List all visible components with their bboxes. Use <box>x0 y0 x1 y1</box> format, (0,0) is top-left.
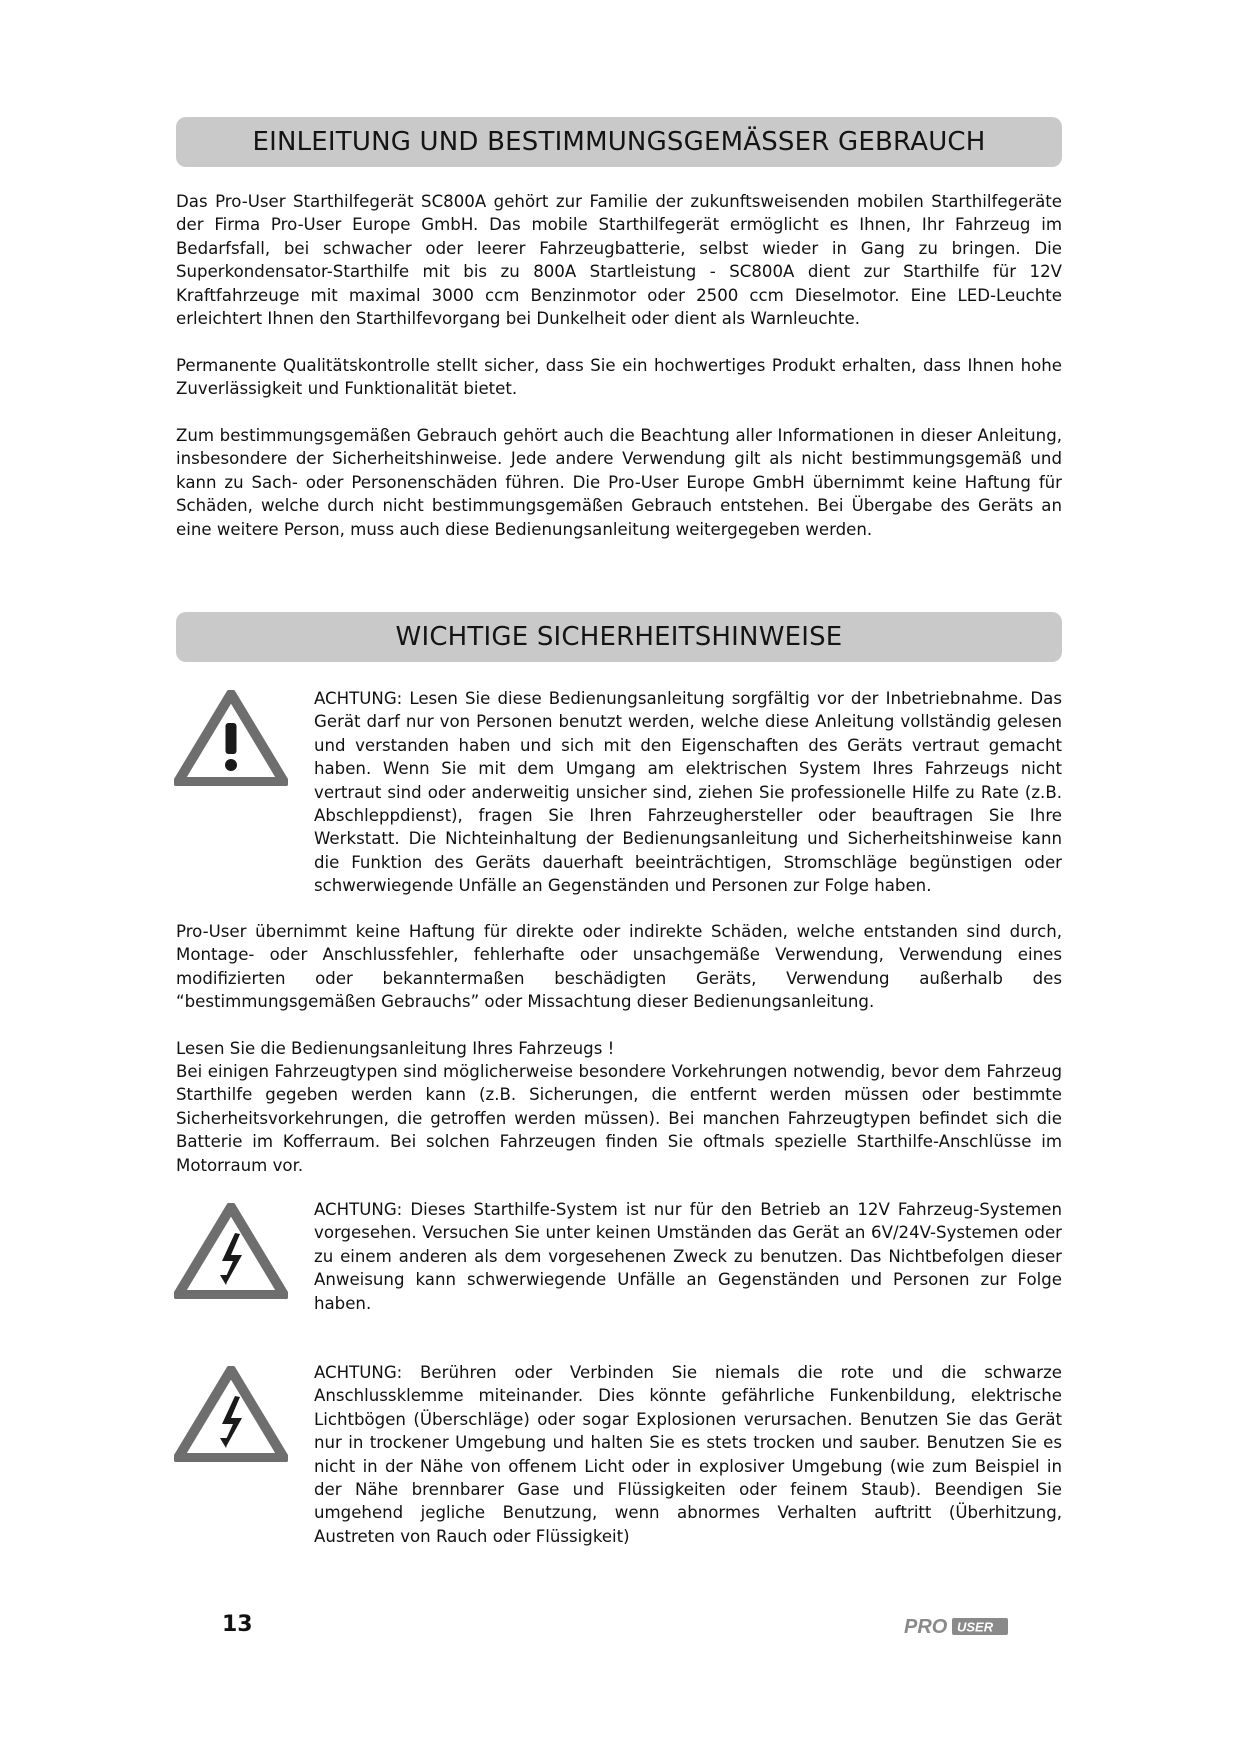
intended-use-paragraph: Zum bestimmungsgemäßen Gebrauch gehört auch die Beachtung aller Informationen in dieser Anleitung, insbesondere der Sicherheitshinweise. Jede andere Verwendung gilt als nicht bestimmungsgemäß und kann zu Sach- oder Personenschäden führen. Die Pro-User Europe GmbH übernimmt keine Haftung für Schäden, welche durch nicht bestimmungsgemäßen Gebrauch entstehen. Bei Übergabe des Geräts an eine weitere Person, muss auch diese Bedienungsanleitung weitergegeben werden. <box>176 426 1062 539</box>
pro-user-logo <box>904 1614 1010 1638</box>
logo-pro-text: PRO <box>904 1616 948 1638</box>
vehicle-manual-paragraph: Bei einigen Fahrzeugtypen sind möglicherweise besondere Vorkehrungen notwendig, bevor dem Fahrzeug Starthilfe gegeben werden kann (z.B. Sicherungen, die entfernt werden müssen oder bestimmte Sicherheitsvorkehrungen, die getroffen werden müssen). Bei manchen Fahrzeugtypen befindet sich die Batterie im Kofferraum. Bei solchen Fahrzeugen finden Sie oftmals spezielle Starthilfe-Anschlüsse im Motorraum vor. <box>176 1062 1062 1175</box>
clamp-warning-text: ACHTUNG: Berühren oder Verbinden Sie niemals die rote und die schwarze Anschlussklemme miteinander. Dies könnte gefährliche Funkenbildung, elektrische Lichtbögen (Überschläge) oder sogar Explosionen verursachen. Benutzen Sie das Gerät nur in trockener Umgebung und halten Sie es stets trocken und sauber. Benutzen Sie es nicht in der Nähe von offenem Licht oder in explosiver Umgebung (wie zum Beispiel in der Nähe brennbarer Gase und Flüssigkeiten oder feinem Staub). Beendigen Sie umgehend jegliche Benutzung, wenn abnormes Verhalten auftritt (Überhitzung, Austreten von Rauch oder Flüssigkeit) <box>314 1363 1062 1546</box>
voltage-warning-text: ACHTUNG: Dieses Starthilfe-System ist nur für den Betrieb an 12V Fahrzeug-Systemen vorgesehen. Versuchen Sie unter keinen Umständen das Gerät an 6V/24V-Systemen oder zu einem anderen als dem vorgesehenen Zweck zu benutzen. Das Nichtbefolgen dieser Anweisung kann schwerwiegende Unfälle an Gegenständen und Personen zur Folge haben. <box>314 1200 1062 1313</box>
page-number: 13 <box>222 1612 253 1637</box>
vehicle-manual-heading: Lesen Sie die Bedienungsanleitung Ihres Fahrzeugs ! <box>176 1039 615 1058</box>
high-voltage-warning-icon <box>174 1366 288 1462</box>
general-warning-text: ACHTUNG: Lesen Sie diese Bedienungsanleitung sorgfältig vor der Inbetriebnahme. Das Gerät darf nur von Personen benutzt werden, welche diese Anleitung vollständig gelesen und verstanden haben und sich mit den Eigenschaften des Geräts vertraut gemacht haben. Wenn Sie mit dem Umgang am elektrischen System Ihres Fahrzeugs nicht vertraut sind oder anderweitig unsicher sind, ziehen Sie professionelle Hilfe zu Rate (z.B. Abschleppdienst), fragen Sie Ihren Fahrzeughersteller oder beauftragen Sie Ihre Werkstatt. Die Nichteinhaltung der Bedienungsanleitung und Sicherheitshinweise kann die Funktion des Geräts dauerhaft beeinträchtigen, Stromschläge begünstigen oder schwerwiegende Unfälle an Gegenständen und Personen zur Folge haben. <box>314 689 1062 896</box>
exclamation-warning-icon <box>174 690 288 786</box>
liability-paragraph: Pro-User übernimmt keine Haftung für direkte oder indirekte Schäden, welche entstanden sind durch, Montage- oder Anschlussfehler, fehlerhafte oder unsachgemäße Verwendung, Verwendung eines modifizierten oder bekanntermaßen beschädigten Geräts, Verwendung außerhalb des “bestimmungsgemäßen Gebrauchs” oder Missachtung dieser Bedienungsanleitung. <box>176 922 1062 1012</box>
quality-paragraph: Permanente Qualitätskontrolle stellt sicher, dass Sie ein hochwertiges Produkt erhalten, dass Ihnen hohe Zuverlässigkeit und Funktionalität bietet. <box>176 356 1062 399</box>
section-heading-introduction <box>176 117 1062 167</box>
section-heading-text: WICHTIGE SICHERHEITSHINWEISE <box>395 622 843 652</box>
intro-paragraph: Das Pro-User Starthilfegerät SC800A gehört zur Familie der zukunftsweisenden mobilen Starthilfegeräte der Firma Pro-User Europe GmbH. Das mobile Starthilfegerät ermöglicht es Ihnen, Ihr Fahrzeug im Bedarfsfall, bei schwacher oder leerer Fahrzeugbatterie, selbst wieder in Gang zu bringen. Die Superkondensator-Starthilfe mit bis zu 800A Startleistung - SC800A dient zur Starthilfe für 12V Kraftfahrzeuge mit maximal 3000 ccm Benzinmotor oder 2500 ccm Dieselmotor. Eine LED-Leuchte erleichtert Ihnen den Starthilfevorgang bei Dunkelheit oder dient als Warnleuchte. <box>176 192 1062 329</box>
high-voltage-warning-icon <box>174 1203 288 1299</box>
logo-user-text: USER <box>957 1619 994 1635</box>
section-heading-text: EINLEITUNG UND BESTIMMUNGSGEMÄSSER GEBRAUCH <box>252 127 986 157</box>
section-heading-safety <box>176 612 1062 662</box>
